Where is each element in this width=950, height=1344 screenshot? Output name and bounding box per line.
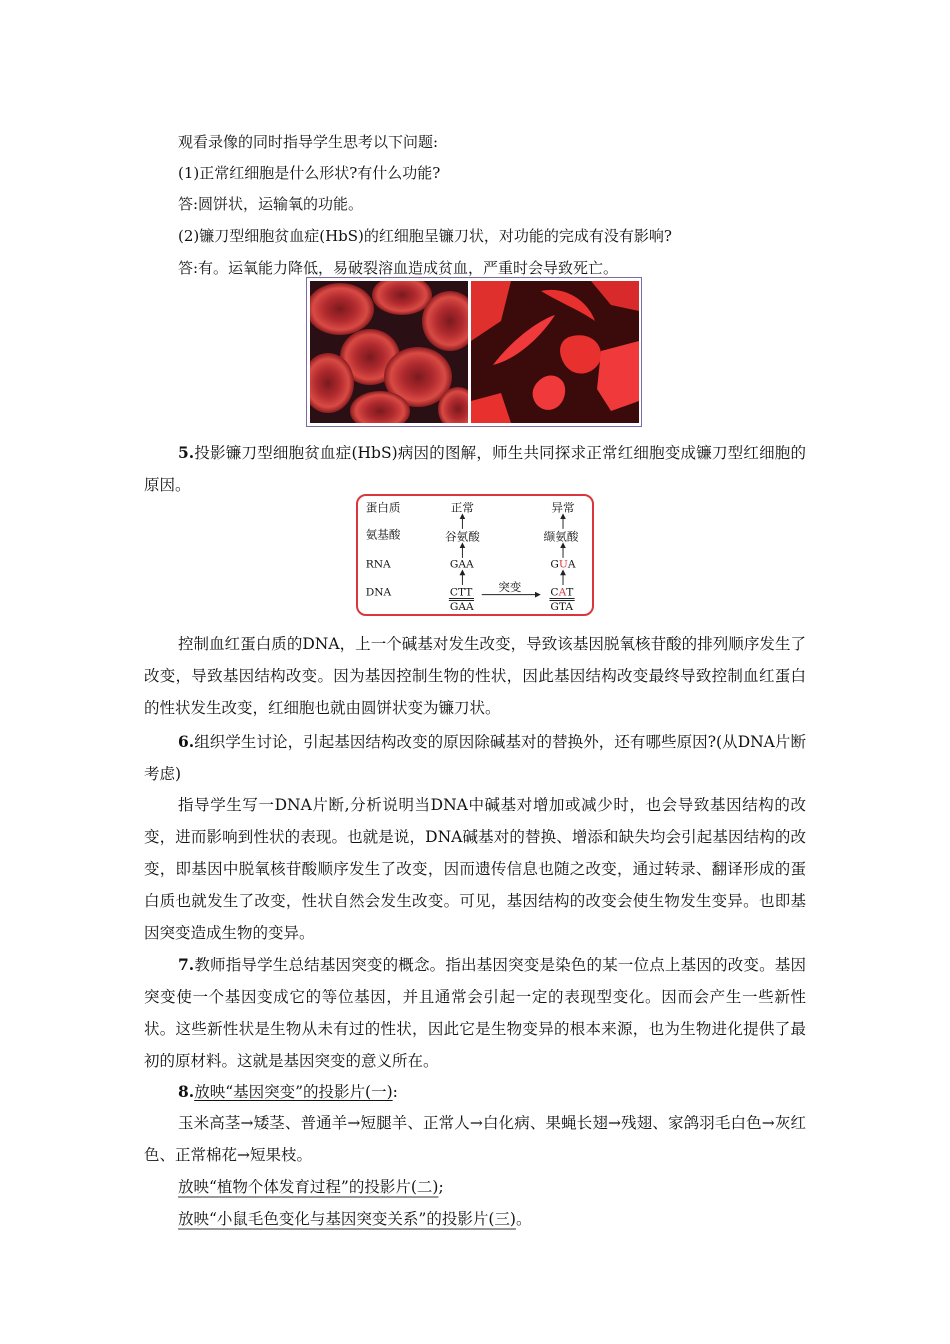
row-label-rna: RNA: [365, 557, 391, 571]
sickle-cells-image: [471, 281, 639, 423]
step-7: [144, 949, 806, 1077]
slide-3-line: [144, 1203, 806, 1235]
dna-mutant-base-1: C: [550, 585, 559, 599]
row-label-amino-acid: 氨基酸: [365, 527, 401, 542]
slide-3-end: 。: [515, 1210, 532, 1228]
rna-normal-codon: GAA: [449, 557, 474, 571]
step-5: [144, 437, 806, 501]
step-8-slide-1-title: 放映“基因突变”的投影片(一): [194, 1083, 393, 1101]
valine-label: 缬氨酸: [543, 529, 579, 544]
explanation-paragraph: 控制血红蛋白质的DNA，上一个碱基对发生改变，导致该基因脱氧核苷酸的排列顺序发生了改变，导致基因结构改变。因为基因控制生物的性状，因此基因结构改变最终导致控制血红蛋白的性状发生改变，红细胞也就由圆饼状变为镰刀状。: [144, 635, 806, 717]
dna-analysis-paragraph: 指导学生写一DNA片断,分析说明当DNA中碱基对增加或减少时，也会导致基因结构的改变，进而影响到性状的表现。也就是说，DNA碱基对的替换、增添和缺失均会引起基因结构的改变，即基因中脱氧核苷酸顺序发生了改变，因而遗传信息也随之改变，通过转录、翻译形成的蛋白质也就发生了改变，性状自然会发生改变。可见，基因结构的改变会使生物发生变异。也即基因突变造成生物的变异。: [144, 796, 806, 942]
dna-normal-top-strand: CTT: [449, 585, 473, 599]
row-label-protein: 蛋白质: [365, 500, 401, 515]
rna-mutant-base-3: A: [567, 557, 576, 571]
dna-mutant-bottom-strand: GTA: [550, 600, 574, 614]
slide-2-end: ;: [438, 1178, 444, 1196]
step-6: [144, 726, 806, 790]
step-7-text: 教师指导学生总结基因突变的概念。指出基因突变是染色的某一位点上基因的改变。基因突变使一个基因变成它的等位基因，并且通常会引起一定的表现型变化。因而会产生一些新性状。这些新性状是生物从未有过的性状，因此它是生物变异的根本来源，也为生物进化提供了最初的原材料。这就是基因突变的意义所在。: [144, 956, 806, 1070]
answer-1: 答:圆饼状，运输氧的功能。: [178, 195, 364, 213]
step-8-colon: :: [392, 1083, 398, 1101]
slide-2-line: [144, 1171, 806, 1203]
intro-prompt: 观看录像的同时指导学生思考以下问题:: [178, 133, 439, 151]
step-5-text: 投影镰刀型细胞贫血症(HbS)病因的图解，师生共同探求正常红细胞变成镰刀型红细胞的原因。: [144, 444, 806, 494]
dna-mutant-base-3: T: [566, 585, 574, 599]
step-6-text: 组织学生讨论，引起基因结构改变的原因除碱基对的替换外，还有哪些原因?(从DNA片断考虑): [144, 733, 806, 783]
rna-mutant-base-1: G: [550, 557, 559, 571]
row-label-dna: DNA: [365, 585, 392, 599]
step-6-number: 6.: [178, 732, 195, 751]
step-7-number: 7.: [178, 955, 195, 974]
abnormal-protein-label: 异常: [551, 500, 575, 515]
mutation-examples: 玉米高茎→矮茎、普通羊→短腿羊、正常人→白化病、果蝇长翅→残翅、家鸽羽毛白色→灰红色、正常棉花→短果枝。: [144, 1114, 806, 1164]
slide-3-title: 放映“小鼠毛色变化与基因突变关系”的投影片(三): [178, 1210, 516, 1228]
dna-mutant-base-2: A: [558, 585, 567, 599]
glutamic-acid-label: 谷氨酸: [445, 529, 480, 544]
mutation-label: 突变: [498, 579, 522, 594]
sickle-cell-cause-diagram: [356, 494, 594, 616]
step-8-number: 8.: [178, 1082, 195, 1101]
slide-2-title: 放映“植物个体发育过程”的投影片(二): [178, 1178, 439, 1196]
dna-mutant-top-strand: [550, 586, 573, 599]
step-8: [144, 1076, 806, 1108]
dna-normal-bottom-strand: GAA: [449, 600, 474, 614]
question-2: (2)镰刀型细胞贫血症(HbS)的红细胞呈镰刀状，对功能的完成有没有影响?: [178, 227, 672, 245]
normal-protein-label: 正常: [450, 500, 475, 515]
rna-mutant-base-2: U: [558, 557, 568, 571]
answer-2: 答:有。运氧能力降低，易破裂溶血造成贫血，严重时会导致死亡。: [178, 259, 619, 277]
red-blood-cell-photo: [306, 277, 642, 427]
normal-cells-image: [310, 281, 468, 423]
step-5-number: 5.: [178, 443, 195, 462]
rna-mutant-codon: [550, 558, 575, 571]
question-1: (1)正常红细胞是什么形状?有什么功能?: [178, 164, 441, 182]
